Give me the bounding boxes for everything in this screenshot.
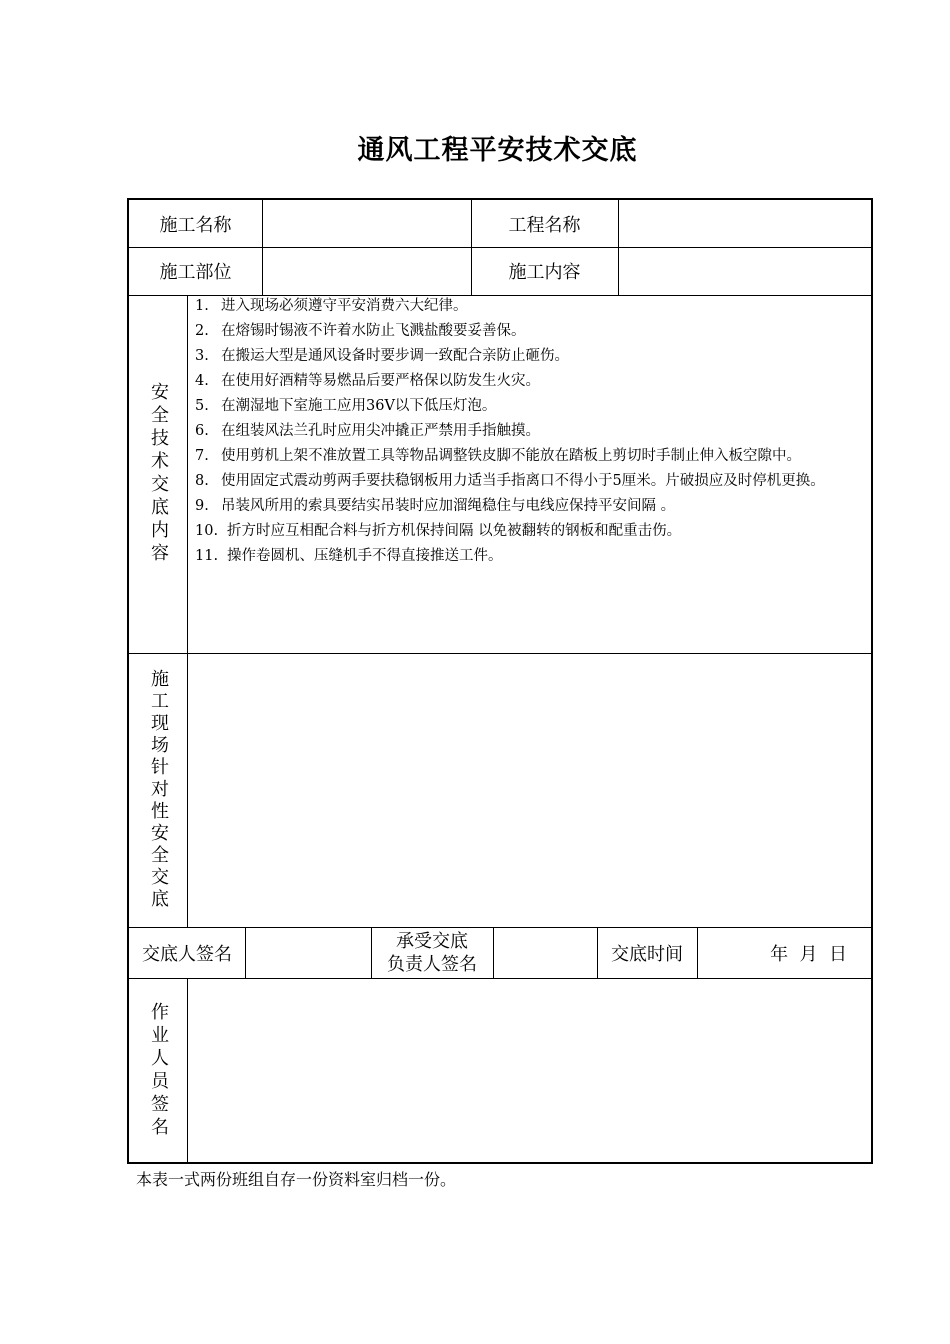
safety-item bbox=[195, 544, 871, 569]
safety-item-text: 使用剪机上架不准放置工具等物品调整铁皮脚不能放在踏板上剪切时手制止伸入板空隙中。 bbox=[221, 448, 801, 464]
safety-item-text: 使用固定式震动剪两手要扶稳钢板用力适当手指离口不得小于5厘米。片破损应及时停机更换。 bbox=[221, 473, 825, 489]
receiver-label-line2: 负责人签名 bbox=[387, 953, 477, 975]
safety-item-number: 10. bbox=[195, 523, 219, 539]
construction-content-field[interactable] bbox=[618, 247, 873, 295]
safety-item-text: 操作卷圆机、压缝机手不得直接推送工件。 bbox=[227, 548, 503, 564]
safety-item-number: 4. bbox=[195, 373, 209, 389]
safety-item-number: 7. bbox=[195, 448, 209, 464]
safety-item-number: 5. bbox=[195, 398, 209, 414]
safety-item-number: 8. bbox=[195, 473, 209, 489]
project-name-label: 工程名称 bbox=[508, 214, 581, 236]
construction-name-field[interactable] bbox=[262, 200, 471, 247]
workers-signature-field[interactable] bbox=[187, 978, 873, 1164]
construction-name-label: 施工名称 bbox=[159, 214, 232, 236]
safety-item bbox=[195, 394, 871, 419]
safety-item bbox=[195, 319, 871, 344]
safety-item-number: 9. bbox=[195, 498, 209, 514]
site-safety-field[interactable] bbox=[187, 653, 873, 927]
presenter-signature-field[interactable] bbox=[245, 927, 371, 978]
construction-part-label: 施工部位 bbox=[159, 262, 232, 283]
disclosure-date-field[interactable]: 年 月 日 bbox=[770, 943, 847, 965]
site-safety-label: 施工现场针对性安全交底 bbox=[148, 669, 169, 911]
safety-item-number: 6. bbox=[195, 423, 209, 439]
safety-section-label: 安全技术交底内容 bbox=[148, 382, 169, 566]
receiver-signature-label bbox=[371, 927, 493, 978]
safety-item-text: 折方时应互相配合料与折方机保持间隔 以免被翻转的钢板和配重击伤。 bbox=[227, 523, 682, 539]
safety-item bbox=[195, 444, 871, 469]
safety-item bbox=[195, 519, 871, 544]
disclosure-form-table bbox=[127, 198, 873, 1164]
receiver-signature-field[interactable] bbox=[493, 927, 597, 978]
workers-signature-label: 作业人员签名 bbox=[148, 1002, 169, 1140]
footnote: 本表一式两份班组自存一份资料室归档一份。 bbox=[136, 1170, 457, 1189]
safety-item bbox=[195, 419, 871, 444]
presenter-signature-label: 交底人签名 bbox=[142, 943, 232, 965]
disclosure-time-label: 交底时间 bbox=[611, 943, 683, 965]
construction-part-field[interactable] bbox=[262, 247, 471, 295]
safety-item-text: 在潮湿地下室施工应用36V以下低压灯泡。 bbox=[221, 398, 497, 414]
safety-item-number: 2. bbox=[195, 323, 209, 339]
safety-item bbox=[195, 469, 871, 494]
receiver-label-line1: 承受交底 bbox=[396, 930, 468, 952]
safety-item-text: 在使用好酒精等易燃品后要严格保以防发生火灾。 bbox=[221, 373, 540, 389]
safety-item-text: 进入现场必须遵守平安消费六大纪律。 bbox=[221, 298, 468, 314]
safety-item-text: 在熔锡时锡液不许着水防止飞溅盐酸要妥善保。 bbox=[221, 323, 526, 339]
safety-item bbox=[195, 369, 871, 394]
safety-item-text: 在搬运大型是通风设备时要步调一致配合亲防止砸伤。 bbox=[221, 348, 569, 364]
safety-item-number: 1. bbox=[195, 298, 209, 314]
safety-item bbox=[195, 294, 871, 319]
safety-item bbox=[195, 494, 871, 519]
safety-item bbox=[195, 344, 871, 369]
safety-item-text: 吊装风所用的索具要结实吊装时应加溜绳稳住与电线应保持平安间隔 。 bbox=[221, 498, 676, 514]
safety-item-number: 11. bbox=[195, 548, 219, 564]
project-name-field[interactable] bbox=[618, 200, 873, 247]
safety-items-list bbox=[195, 294, 871, 569]
safety-item-number: 3. bbox=[195, 348, 209, 364]
safety-item-text: 在组装风法兰孔时应用尖冲撬正严禁用手指触摸。 bbox=[221, 423, 540, 439]
safety-items-area bbox=[187, 295, 873, 653]
construction-content-label: 施工内容 bbox=[508, 262, 581, 283]
document-title: 通风工程平安技术交底 bbox=[357, 135, 638, 166]
